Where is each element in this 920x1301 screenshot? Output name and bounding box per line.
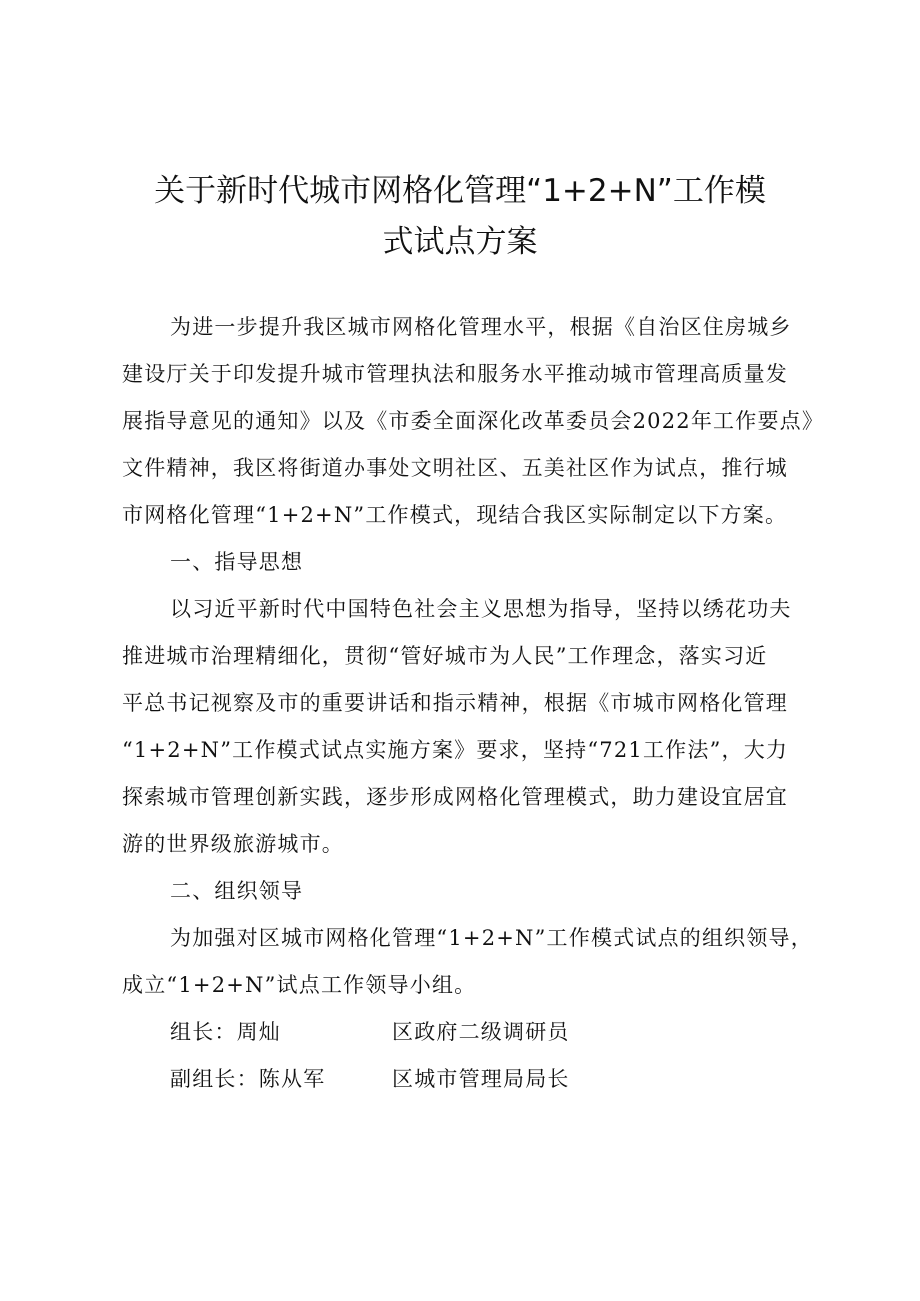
paragraph-line: 探索城市管理创新实践，逐步形成网格化管理模式，助力建设宜居宜 (122, 785, 788, 809)
intro-paragraph (122, 304, 825, 539)
document-body (122, 304, 825, 1103)
paragraph-line: 以习近平新时代中国特色社会主义思想为指导，坚持以绣花功夫 (170, 597, 792, 621)
paragraph-line: 成立“1+2+N”试点工作领导小组。 (122, 973, 477, 997)
paragraph-line: 建设厅关于印发提升城市管理执法和服务水平推动城市管理高质量发 (122, 362, 788, 386)
paragraph-line: 游的世界级旅游城市。 (122, 832, 344, 856)
leader-role: 副组长：陈从军 (170, 1067, 326, 1091)
paragraph-line: “1+2+N”工作模式试点实施方案》要求，坚持“721工作法”，大力 (122, 738, 789, 762)
paragraph-line: 文件精神，我区将街道办事处文明社区、五美社区作为试点，推行城 (122, 456, 788, 480)
organization-paragraph (122, 915, 822, 1009)
leadership-list (122, 1009, 822, 1103)
document-title-line-1: 关于新时代城市网格化管理“1+2+N”工作模 (154, 173, 766, 209)
leader-title: 区城市管理局局长 (392, 1067, 570, 1091)
paragraph-line: 推进城市治理精细化，贯彻“管好城市为人民”工作理念，落实习近 (122, 644, 768, 668)
paragraph-line: 展指导意见的通知》以及《市委全面深化改革委员会2022年工作要点》 (122, 409, 825, 433)
document-title-line-2: 式试点方案 (382, 224, 538, 260)
paragraph-line: 为进一步提升我区城市网格化管理水平，根据《自治区住房城乡 (170, 315, 792, 339)
leader-role: 组长：周灿 (170, 1020, 281, 1044)
leader-row (122, 1009, 822, 1056)
leader-title: 区政府二级调研员 (392, 1020, 570, 1044)
paragraph-line: 平总书记视察及市的重要讲话和指示精神，根据《市城市网格化管理 (122, 691, 788, 715)
leader-row (122, 1056, 822, 1103)
paragraph-line: 为加强对区城市网格化管理“1+2+N”工作模式试点的组织领导， (170, 926, 813, 950)
paragraph-line: 市网格化管理“1+2+N”工作模式，现结合我区实际制定以下方案。 (122, 503, 788, 527)
section-heading-organization: 二、组织领导 (170, 879, 304, 903)
section-heading-guiding-thought: 一、指导思想 (170, 550, 304, 574)
guiding-thought-paragraph (122, 586, 822, 868)
